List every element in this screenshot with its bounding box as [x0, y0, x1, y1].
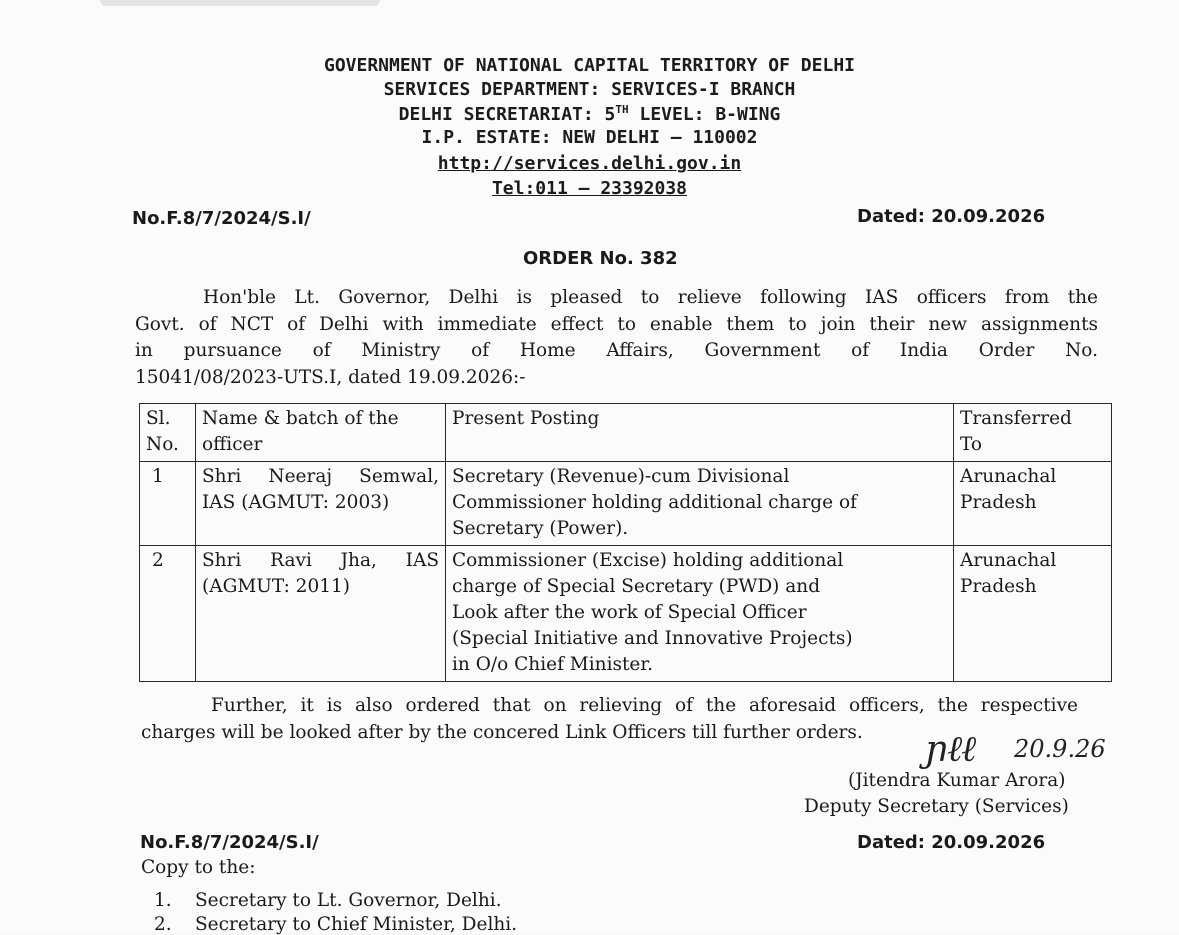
header-present-posting: Present Posting [446, 404, 954, 462]
table-row [140, 462, 1112, 546]
order-date: Dated: 20.09.2026 [857, 206, 1046, 227]
row-present-posting: Commissioner (Excise) holding additional charge of Special Secretary (PWD) and Look after the work of Special Officer (Special Initiative and Innovative Projects) in O/o Chief Minister. [446, 546, 954, 682]
table-row [140, 546, 1112, 682]
header-address: I.P. ESTATE: NEW DELHI – 110002 [421, 127, 758, 148]
copy-item-number: 1. [154, 890, 172, 911]
copy-to-label: Copy to the: [141, 857, 256, 878]
intro-line: 15041/08/2023-UTS.I, dated 19.09.2026:- [135, 366, 526, 388]
row-present-posting: Secretary (Revenue)-cum Divisional Commissioner holding additional charge of Secretary (Power). [446, 462, 954, 546]
row-officer-name: Shri Ravi Jha, IAS (AGMUT: 2011) [196, 546, 446, 682]
header-secretariat: DELHI SECRETARIAT: 5TH LEVEL: B-WING [398, 103, 781, 125]
header-department: SERVICES DEPARTMENT: SERVICES-I BRANCH [383, 79, 796, 100]
order-title: ORDER No. 382 [523, 248, 678, 269]
row-transferred-to: Arunachal Pradesh [954, 462, 1112, 546]
intro-line: Govt. of NCT of Delhi with immediate effect to enable them to join their new assignments [135, 313, 1098, 335]
row-officer-name: Shri Neeraj Semwal, IAS (AGMUT: 2003) [196, 462, 446, 546]
further-line: charges will be looked after by the concered Link Officers till further orders. [141, 721, 863, 743]
signatory-designation: Deputy Secretary (Services) [804, 796, 1069, 817]
header-name-batch: Name & batch of the officer [196, 404, 446, 462]
intro-line: Hon'ble Lt. Governor, Delhi is pleased to relieve following IAS officers from the [203, 287, 1098, 308]
signatory-name: (Jitendra Kumar Arora) [848, 770, 1066, 791]
copy-item-number: 2. [154, 914, 172, 935]
header-government: GOVERNMENT OF NATIONAL CAPITAL TERRITORY OF DELHI [323, 55, 855, 76]
file-number: No.F.8/7/2024/S.I/ [132, 208, 311, 229]
row-sl-no: 1 [140, 462, 196, 546]
signature-scrawl: ɲℓℓ [925, 729, 976, 770]
officers-table [139, 403, 1112, 682]
row-transferred-to: Arunachal Pradesh [954, 546, 1112, 682]
copy-item-text: Secretary to Lt. Governor, Delhi. [195, 890, 502, 911]
further-line: Further, it is also ordered that on relieving of the aforesaid officers, the respective [211, 695, 1078, 716]
scan-edge [100, 0, 380, 6]
intro-line: in pursuance of Ministry of Home Affairs, Government of India Order No. [135, 340, 1098, 361]
header-sl-no: Sl. No. [140, 404, 196, 462]
intro-paragraph [135, 285, 1098, 391]
copy-item-text: Secretary to Chief Minister, Delhi. [195, 914, 518, 935]
signature-date-scrawl: 20.9.26 [1014, 735, 1106, 763]
header-transferred-to: Transferred To [954, 404, 1112, 462]
row-sl-no: 2 [140, 546, 196, 682]
copy-date: Dated: 20.09.2026 [857, 832, 1046, 853]
header-website-link[interactable]: http://services.delhi.gov.in [437, 153, 742, 174]
table-header-row [140, 404, 1112, 462]
header-telephone: Tel:011 – 23392038 [491, 178, 688, 199]
copy-file-number: No.F.8/7/2024/S.I/ [140, 832, 319, 853]
